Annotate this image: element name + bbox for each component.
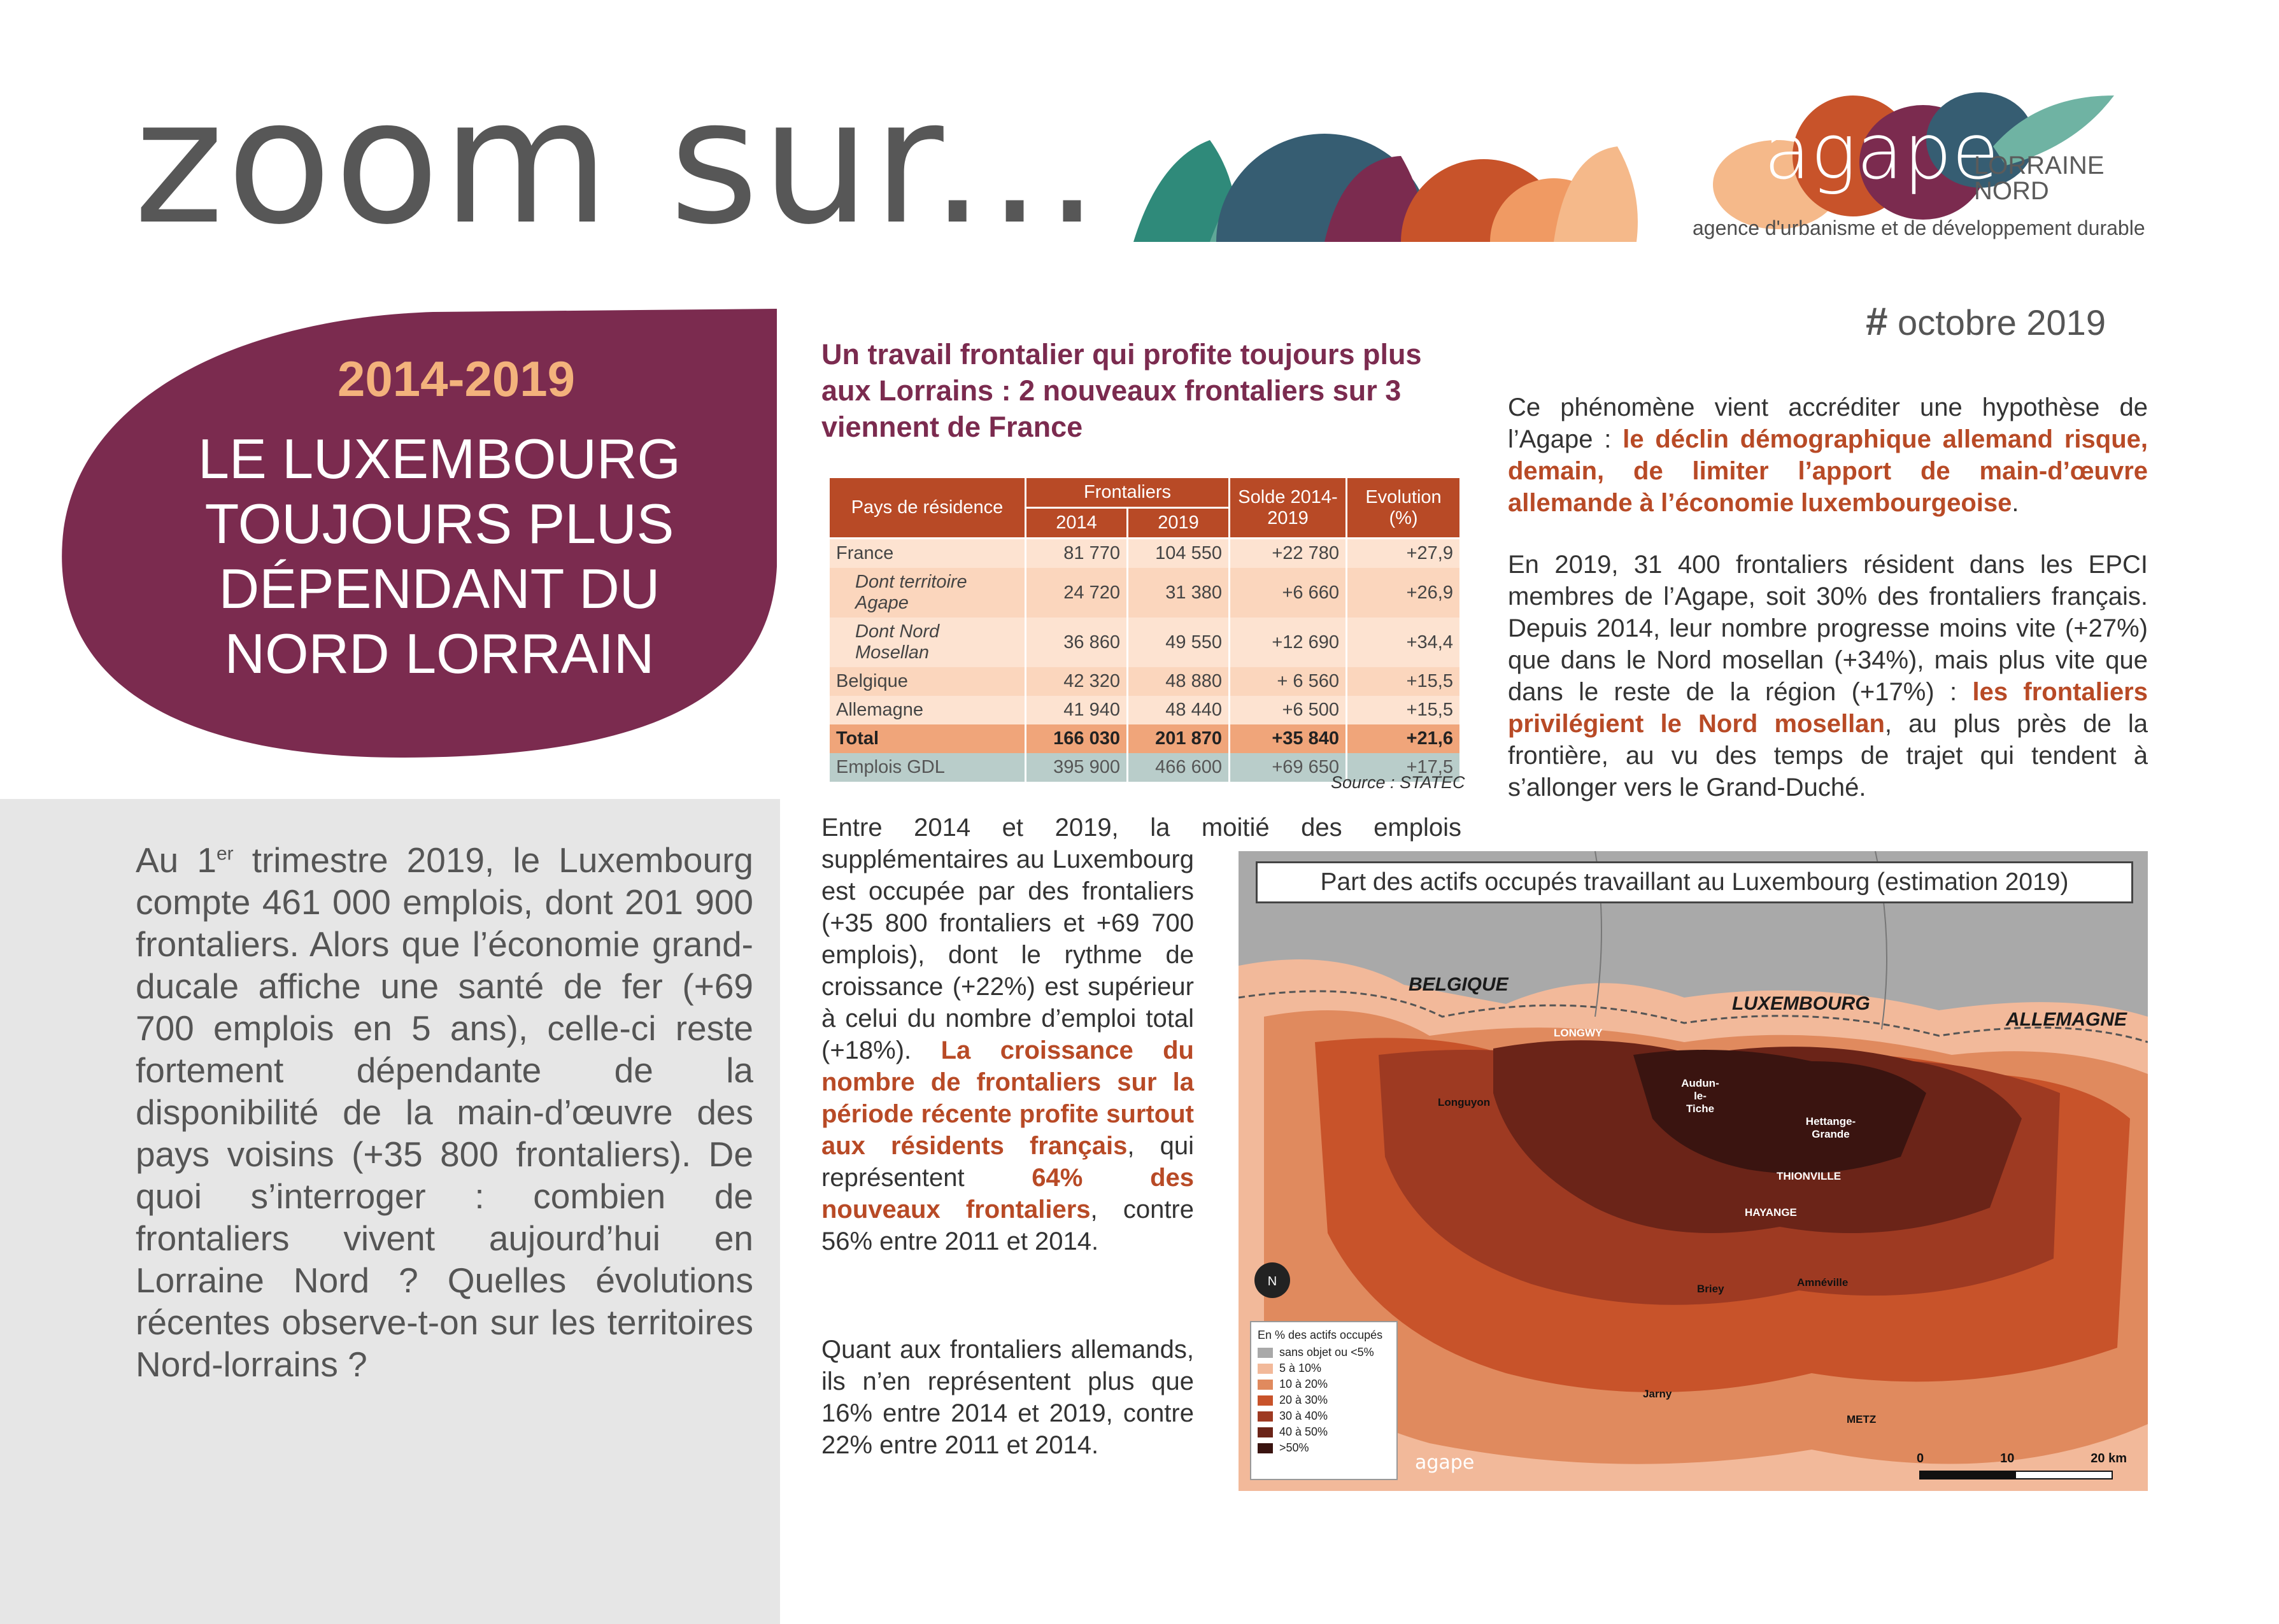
legend-item bbox=[1258, 1346, 1390, 1359]
cell-label: Allemagne bbox=[829, 696, 1026, 724]
legend-label: >50% bbox=[1279, 1441, 1309, 1454]
cell-solde: +6 660 bbox=[1230, 568, 1347, 618]
th-solde: Solde 2014-2019 bbox=[1230, 477, 1347, 539]
hero-title: LE LUXEMBOURG TOUJOURS PLUS DÉPENDANT DU NORD LORRAIN bbox=[198, 427, 681, 686]
scale-20: 20 km bbox=[2091, 1451, 2127, 1465]
r2-start: En 2019, 31 400 frontaliers résident dans les EPCI membres de l’Agape, soit 30% des frontaliers français. Depuis 2014, leur nombre progresse moins vite (+27%) que dans le Nord mosellan (+34%), mais plus vite que dans le reste de la région (+17%) : bbox=[1508, 551, 2148, 706]
map-label-allemagne: ALLEMAGNE bbox=[2006, 1009, 2127, 1030]
intro-text bbox=[136, 839, 753, 1385]
north-arrow-icon: N bbox=[1254, 1262, 1290, 1298]
table-row bbox=[829, 667, 1461, 696]
r1-end: . bbox=[2012, 489, 2019, 517]
cell-solde: +6 500 bbox=[1230, 696, 1347, 724]
cell-2019: 201 870 bbox=[1128, 724, 1230, 753]
cell-solde: + 6 560 bbox=[1230, 667, 1347, 696]
legend-label: 20 à 30% bbox=[1279, 1394, 1328, 1406]
legend-label: 5 à 10% bbox=[1279, 1362, 1322, 1374]
cell-label: France bbox=[829, 539, 1026, 568]
map-scale-bar bbox=[1917, 1451, 2133, 1483]
p1-rest: supplémentaires au Luxembourg est occupée par des frontaliers (+35 800 frontaliers et +69 700 emplois), dont le rythme de croissance (+22%) est supérieur à celui du nombre d’emploi total (+18%). bbox=[821, 845, 1194, 1064]
legend-title: En % des actifs occupés bbox=[1258, 1329, 1383, 1341]
cell-evol: +15,5 bbox=[1347, 696, 1461, 724]
p1-highlight-2: 64% des nouveaux frontaliers bbox=[821, 1164, 1194, 1224]
cell-label: Dont territoire Agape bbox=[829, 568, 1026, 618]
issue-date bbox=[1866, 299, 2106, 344]
right-paragraph-2 bbox=[1508, 549, 2148, 803]
p1-highlight-1: La croissance du nombre de frontaliers sur la période récente profite surtout aux résidents français bbox=[821, 1036, 1194, 1160]
map-town-longwy: LONGWY bbox=[1554, 1027, 1603, 1039]
th-2019: 2019 bbox=[1128, 508, 1230, 539]
legend-item bbox=[1258, 1441, 1390, 1455]
legend-label: 40 à 50% bbox=[1279, 1425, 1328, 1438]
legend-label: sans objet ou <5% bbox=[1279, 1346, 1374, 1359]
cell-label: Dont Nord Mosellan bbox=[829, 618, 1026, 667]
legend-item bbox=[1258, 1409, 1390, 1423]
issue-date-text: octobre 2019 bbox=[1898, 302, 2106, 342]
cell-2014: 81 770 bbox=[1026, 539, 1128, 568]
th-2014: 2014 bbox=[1026, 508, 1128, 539]
legend-item bbox=[1258, 1362, 1390, 1375]
logo-subtitle: agence d'urbanisme et de développement durable bbox=[1693, 216, 2145, 239]
cell-label: Emplois GDL bbox=[829, 753, 1026, 782]
hero-years: 2014-2019 bbox=[337, 351, 576, 407]
cell-solde: +35 840 bbox=[1230, 724, 1347, 753]
cell-2014: 42 320 bbox=[1026, 667, 1128, 696]
table-row bbox=[829, 618, 1461, 667]
frontaliers-table bbox=[828, 476, 1461, 782]
cell-evol: +17,5 bbox=[1347, 753, 1461, 782]
map-label-luxembourg: LUXEMBOURG bbox=[1732, 993, 1870, 1014]
map-label-belgique: BELGIQUE bbox=[1409, 974, 1509, 995]
cell-evol: +34,4 bbox=[1347, 618, 1461, 667]
cell-2019: 49 550 bbox=[1128, 618, 1230, 667]
map-town-metz: METZ bbox=[1847, 1413, 1877, 1425]
cell-evol: +26,9 bbox=[1347, 568, 1461, 618]
middle-paragraph-1-firstline: Entre 2014 et 2019, la moitié des emplois bbox=[821, 814, 1461, 842]
th-frontaliers: Frontaliers bbox=[1026, 477, 1230, 508]
scale-0: 0 bbox=[1917, 1451, 1924, 1465]
cell-2014: 41 940 bbox=[1026, 696, 1128, 724]
logo-region-line1: LORRAINE bbox=[1974, 152, 2105, 180]
p1-mid: , qui représentent bbox=[821, 1132, 1195, 1192]
section-subhead: Un travail frontalier qui profite toujours plus aux Lorrains : 2 nouveaux frontaliers sur 3 viennent de France bbox=[821, 338, 1422, 444]
cell-solde: +69 650 bbox=[1230, 753, 1347, 782]
r1-start: Ce phénomène vient accréditer une hypothèse de l’Agape : bbox=[1508, 393, 2148, 453]
cell-2019: 466 600 bbox=[1128, 753, 1230, 782]
cell-solde: +12 690 bbox=[1230, 618, 1347, 667]
scale-10: 10 bbox=[2000, 1451, 2015, 1465]
map-town-briey: Briey bbox=[1697, 1283, 1724, 1295]
table-row bbox=[829, 539, 1461, 568]
middle-paragraph-2: Quant aux frontaliers allemands, ils n’en représentent plus que 16% entre 2014 et 2019, contre 22% entre 2011 et 2014. bbox=[821, 1336, 1194, 1459]
map-town-amneville: Amnéville bbox=[1797, 1276, 1849, 1289]
cell-label: Total bbox=[829, 724, 1026, 753]
logo-region bbox=[1974, 153, 2105, 204]
intro-sup: er bbox=[216, 843, 234, 865]
cell-solde: +22 780 bbox=[1230, 539, 1347, 568]
zoom-title: zoom sur... bbox=[134, 62, 1102, 262]
legend-item bbox=[1258, 1378, 1390, 1391]
cell-2019: 31 380 bbox=[1128, 568, 1230, 618]
table-row bbox=[829, 568, 1461, 618]
table-source: Source : STATEC bbox=[1331, 773, 1465, 792]
cell-2014: 166 030 bbox=[1026, 724, 1128, 753]
map-town-hayange: HAYANGE bbox=[1745, 1206, 1797, 1218]
map-legend bbox=[1250, 1321, 1398, 1480]
map-town-audun: Audun-le-Tiche bbox=[1681, 1077, 1719, 1115]
cell-evol: +27,9 bbox=[1347, 539, 1461, 568]
th-country: Pays de résidence bbox=[829, 477, 1026, 539]
cell-2019: 48 880 bbox=[1128, 667, 1230, 696]
issue-hash: # bbox=[1866, 300, 1888, 344]
cell-2014: 24 720 bbox=[1026, 568, 1128, 618]
logo-word: agape bbox=[1764, 108, 1999, 197]
map-title: Part des actifs occupés travaillant au Luxembourg (estimation 2019) bbox=[1256, 861, 2133, 903]
cell-label: Belgique bbox=[829, 667, 1026, 696]
cell-2019: 48 440 bbox=[1128, 696, 1230, 724]
middle-paragraph-1 bbox=[821, 844, 1194, 1257]
intro-lead: Au 1 bbox=[136, 840, 217, 880]
map-town-longuyon: Longuyon bbox=[1438, 1096, 1491, 1108]
r1-highlight: le déclin démographique allemand risque, demain, de limiter l’apport de main-d’œuvre allemande à l’économie luxembourgeoise bbox=[1508, 425, 2148, 517]
map-footer-logo: agape bbox=[1415, 1451, 1475, 1474]
legend-item bbox=[1258, 1394, 1390, 1407]
th-evol: Evolution (%) bbox=[1347, 477, 1461, 539]
cell-evol: +21,6 bbox=[1347, 724, 1461, 753]
cell-2014: 36 860 bbox=[1026, 618, 1128, 667]
map-town-hettange: Hettange-Grande bbox=[1805, 1115, 1856, 1140]
map-town-thionville: THIONVILLE bbox=[1777, 1170, 1842, 1182]
intro-body: trimestre 2019, le Luxembourg compte 461 000 emplois, dont 201 900 frontaliers. Alors que l’économie grand-ducale affiche une santé de fer (+69 700 emplois en 5 ans), celle-ci reste fortement dépendante de la disponibilité de la main-d’œuvre des pays voisins (+35 800 frontaliers). De quoi s’interroger : combien de frontaliers vivent aujourd’hui en Lorraine Nord ? Quelles évolutions récentes observe-t-on sur les territoires Nord-lorrains ? bbox=[136, 840, 753, 1384]
decorative-shapes bbox=[1133, 134, 1656, 242]
cell-2019: 104 550 bbox=[1128, 539, 1230, 568]
right-paragraph-1 bbox=[1508, 392, 2148, 519]
map-town-jarny: Jarny bbox=[1643, 1388, 1672, 1400]
table-row-total bbox=[829, 724, 1461, 753]
p1-end: , contre 56% entre 2011 et 2014. bbox=[821, 1196, 1194, 1255]
table-row bbox=[829, 696, 1461, 724]
r2-highlight: les frontaliers privilégient le Nord mosellan bbox=[1508, 678, 2148, 738]
legend-label: 30 à 40% bbox=[1279, 1409, 1328, 1422]
cell-evol: +15,5 bbox=[1347, 667, 1461, 696]
legend-label: 10 à 20% bbox=[1279, 1378, 1328, 1390]
logo-region-line2: NORD bbox=[1974, 177, 2049, 205]
r2-end: , au plus près de la frontière, au vu des temps de trajet qui tendent à s’allonger vers le Grand-Duché. bbox=[1508, 710, 2148, 801]
legend-item bbox=[1258, 1425, 1390, 1439]
cell-2014: 395 900 bbox=[1026, 753, 1128, 782]
